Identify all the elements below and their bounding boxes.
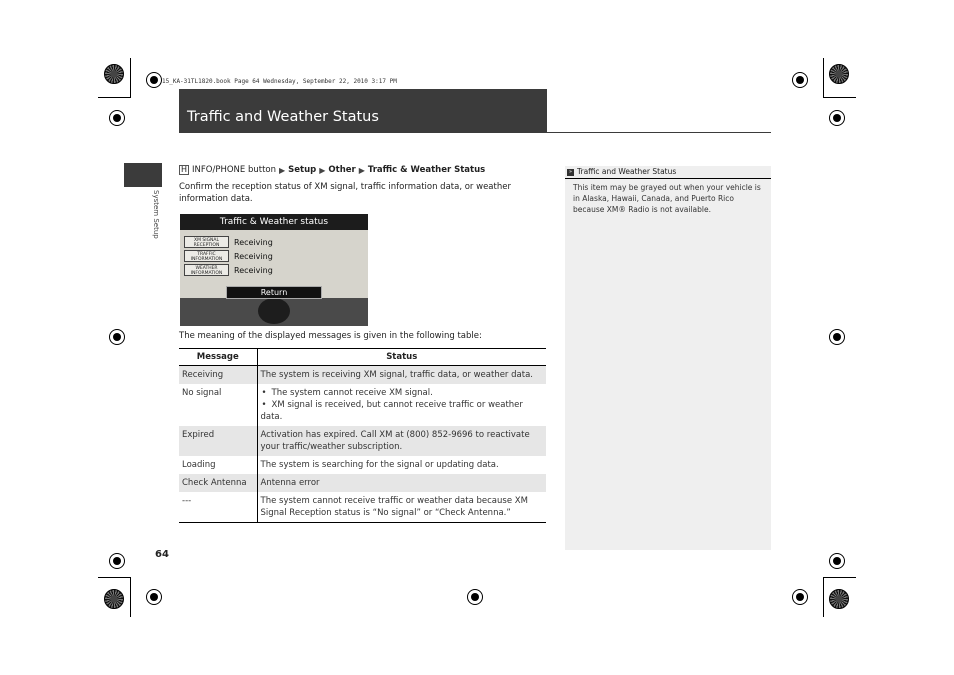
breadcrumb-step: Setup (288, 165, 317, 175)
color-dial-icon (829, 64, 849, 84)
screen-row (184, 250, 273, 262)
note-icon: » (568, 168, 573, 175)
page-number: 64 (155, 549, 169, 560)
table-row (179, 366, 546, 385)
breadcrumb (179, 165, 485, 175)
table-cell-status (257, 384, 546, 426)
status-bullet: • The system cannot receive XM signal. (261, 387, 544, 399)
screen-row-tag: TRAFFIC INFORMATION (184, 250, 229, 262)
arrow-right-icon: ▶ (358, 165, 365, 175)
table-cell-status: Activation has expired. Call XM at (800) 852-9696 to reactivate your traffic/weather subscription. (257, 426, 546, 456)
registration-mark-icon (146, 589, 162, 605)
table-row (179, 456, 546, 474)
screen-knob (258, 298, 290, 324)
breadcrumb-start: INFO/PHONE button (192, 165, 276, 175)
table-cell-message: Check Antenna (179, 474, 257, 492)
registration-mark-icon (109, 329, 125, 345)
section-label: System Setup (152, 190, 160, 239)
table-cell-message: --- (179, 492, 257, 523)
registration-mark-icon (829, 553, 845, 569)
screen-title: Traffic & Weather status (180, 214, 368, 230)
table-cell-message: No signal (179, 384, 257, 426)
registration-mark-icon (829, 329, 845, 345)
note-header (565, 166, 771, 179)
color-dial-icon (829, 589, 849, 609)
screen-row-value: Receiving (234, 251, 273, 261)
table-row (179, 426, 546, 456)
status-bullet: • XM signal is received, but cannot receive traffic or weather data. (261, 399, 544, 423)
table-cell-status: The system cannot receive traffic or weather data because XM Signal Reception status is “No signal” or “Check Antenna.” (257, 492, 546, 523)
table-row (179, 474, 546, 492)
h-icon: H (181, 165, 188, 174)
table-cell-status: Antenna error (257, 474, 546, 492)
intro-text: Confirm the reception status of XM signal, traffic information data, or weather information data. (179, 182, 511, 204)
registration-mark-icon (829, 110, 845, 126)
registration-mark-icon (792, 72, 808, 88)
table-header-message: Message (179, 349, 257, 366)
title-rule (547, 132, 771, 133)
table-intro: The meaning of the displayed messages is given in the following table: (179, 331, 482, 341)
registration-mark-icon (109, 553, 125, 569)
table-cell-message: Loading (179, 456, 257, 474)
section-tab (124, 163, 162, 187)
table-header-status: Status (257, 349, 546, 366)
breadcrumb-step: Traffic & Weather Status (367, 165, 486, 175)
registration-mark-icon (467, 589, 483, 605)
table-cell-message: Receiving (179, 366, 257, 385)
registration-mark-icon (109, 110, 125, 126)
screen-capture (180, 214, 368, 326)
breadcrumb-step: Other (328, 165, 356, 175)
side-note (565, 166, 771, 550)
screen-row (184, 264, 273, 276)
message-table (179, 348, 546, 523)
screen-row-tag: XM SIGNAL RECEPTION (184, 236, 229, 248)
table-cell-status: The system is searching for the signal or updating data. (260, 460, 499, 470)
table-cell-status: The system is receiving XM signal, traffic data, or weather data. (257, 366, 546, 385)
arrow-right-icon: ▶ (319, 165, 326, 175)
table-cell-message: Expired (179, 426, 257, 456)
table-row (179, 492, 546, 523)
note-text: This item may be grayed out when your vehicle is in Alaska, Hawaii, Canada, and Puerto Rico because XM® Radio is not available. (573, 183, 761, 214)
note-title: Traffic and Weather Status (577, 167, 677, 176)
screen-row-value: Receiving (234, 265, 273, 275)
return-button[interactable]: Return (226, 286, 322, 299)
screen-row (184, 236, 273, 248)
arrow-right-icon: ▶ (279, 165, 286, 175)
color-dial-icon (104, 64, 124, 84)
screen-row-value: Receiving (234, 237, 273, 247)
print-header: 15_KA-31TL1820.book Page 64 Wednesday, September 22, 2010 3:17 PM (162, 78, 397, 85)
title-bar (179, 89, 547, 133)
page-title: Traffic and Weather Status (187, 109, 379, 125)
registration-mark-icon (146, 72, 162, 88)
registration-mark-icon (792, 589, 808, 605)
table-row (179, 384, 546, 426)
color-dial-icon (104, 589, 124, 609)
screen-row-tag: WEATHER INFORMATION (184, 264, 229, 276)
